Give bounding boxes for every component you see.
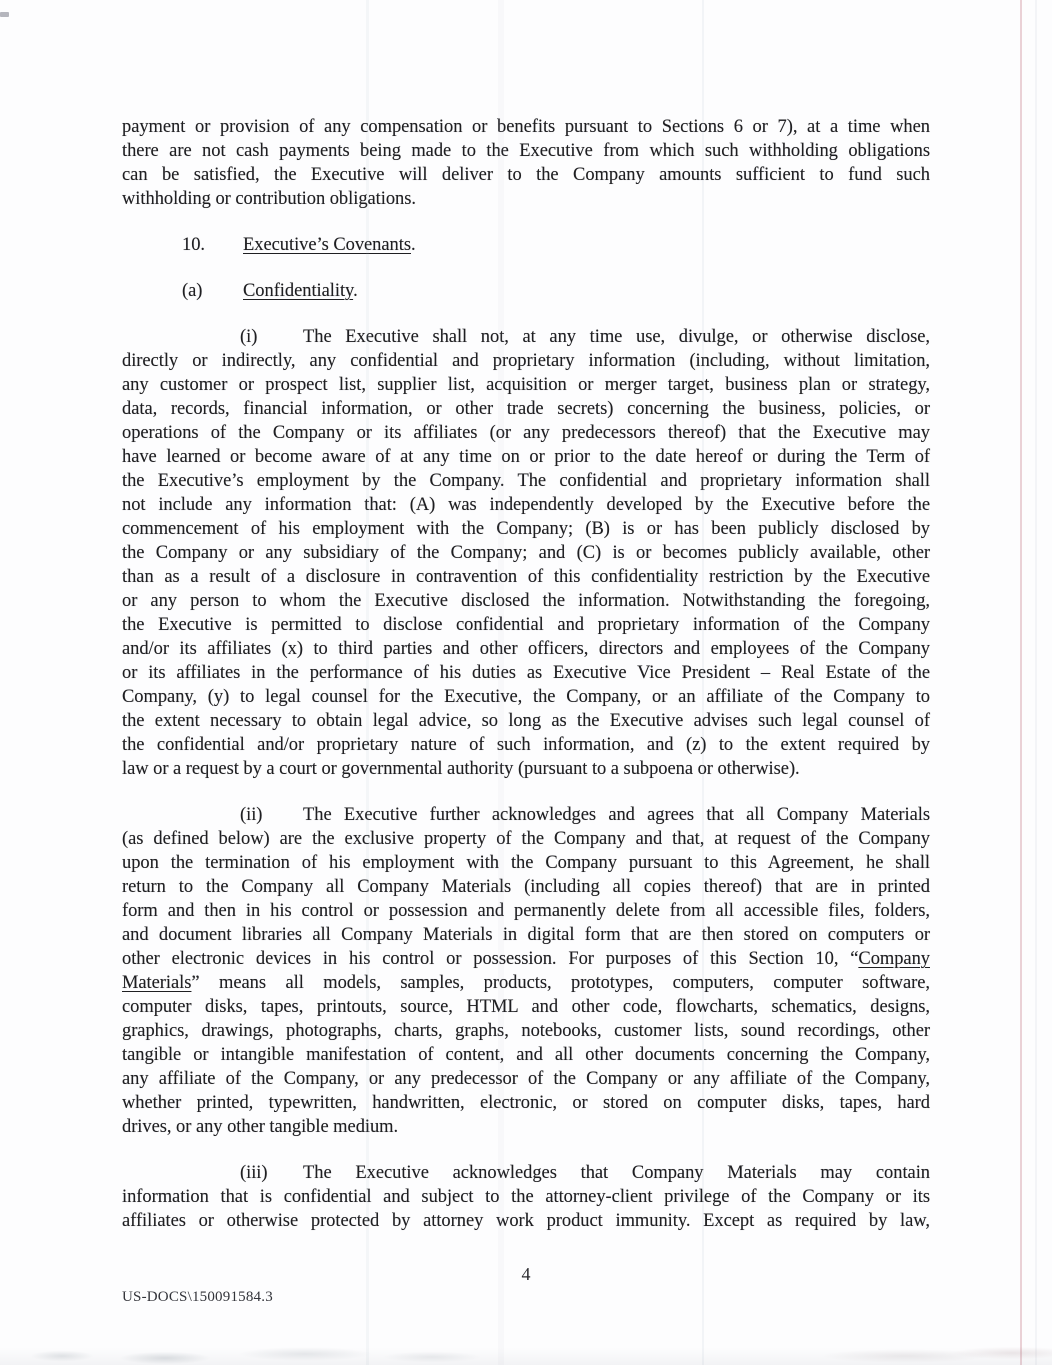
text-segment: any affiliate of the Company, or any predecessor of the Company or any affiliate of the Company,: [122, 1069, 930, 1089]
paragraph: [122, 1161, 930, 1233]
text-segment: tangible or intangible manifestation of content, and all other documents concerning the Company,: [122, 1045, 930, 1065]
heading-line: [122, 279, 930, 303]
clause-number: (iii): [240, 1163, 268, 1183]
text-segment: The Executive shall not, at any time use, divulge, or otherwise disclose,: [303, 327, 930, 347]
text-line: [122, 851, 930, 875]
text-segment: can be satisfied, the Executive will deliver to the Company amounts sufficient to fund such: [122, 165, 930, 185]
text-line: [122, 397, 930, 421]
section-number: (a): [182, 281, 203, 301]
text-segment: than as a result of a disclosure in contravention of this confidentiality restriction by the Executive: [122, 567, 930, 587]
text-line: [122, 493, 930, 517]
text-line: [122, 827, 930, 851]
text-line: [122, 1067, 930, 1091]
text-line: [122, 1185, 930, 1209]
text-line: [122, 685, 930, 709]
text-segment: or its affiliates in the performance of his duties as Executive Vice President – Real Estate of the: [122, 663, 930, 683]
section-title: Executive’s Covenants: [243, 235, 411, 255]
text-line: [122, 541, 930, 565]
text-segment: graphics, drawings, photographs, charts, graphs, notebooks, customer lists, sound recordings, other: [122, 1021, 930, 1041]
text-segment: whether printed, typewritten, handwritten, electronic, or stored on computer disks, tapes, hard: [122, 1093, 930, 1113]
defined-term: Company: [858, 949, 930, 969]
text-line: [122, 875, 930, 899]
section-title: Confidentiality: [243, 281, 354, 301]
section-title-suffix: .: [410, 235, 416, 255]
text-segment: form and then in his control or possession and permanently delete from all accessible files, folders,: [122, 901, 930, 921]
text-segment: affiliates or otherwise protected by attorney work product immunity. Except as required by law,: [122, 1211, 930, 1231]
text-line: [122, 709, 930, 733]
text-segment: and/or its affiliates (x) to third parties and other officers, directors and employees of the Company: [122, 639, 930, 659]
text-line: [122, 589, 930, 613]
text-segment: ” means all models, samples, products, prototypes, computers, computer software,: [191, 973, 930, 993]
text-line: [122, 971, 930, 995]
text-line: [122, 803, 930, 827]
text-segment: drives, or any other tangible medium.: [122, 1117, 399, 1137]
text-segment: the confidential and/or proprietary nature of such information, and (z) to the extent required by: [122, 735, 930, 755]
text-segment: other electronic devices in his control or possession. For purposes of this Section 10, “: [122, 949, 859, 969]
text-line: [122, 349, 930, 373]
text-line: [122, 923, 930, 947]
text-segment: information that is confidential and subject to the attorney-client privilege of the Company or its: [122, 1187, 930, 1207]
text-line: [122, 187, 930, 211]
text-segment: commencement of his employment with the Company; (B) is or has been publicly disclosed by: [122, 519, 930, 539]
text-line: [122, 637, 930, 661]
text-segment: law or a request by a court or governmental authority (pursuant to a subpoena or otherwise).: [122, 759, 800, 779]
text-line: [122, 1019, 930, 1043]
text-segment: and document libraries all Company Materials in digital form that are then stored on computers or: [122, 925, 930, 945]
text-line: [122, 421, 930, 445]
text-segment: data, records, financial information, or other trade secrets) concerning the business, policies, or: [122, 399, 930, 419]
text-segment: any customer or prospect list, supplier list, acquisition or merger target, business plan or strategy,: [122, 375, 930, 395]
text-line: [122, 613, 930, 637]
text-segment: return to the Company all Company Materials (including all copies thereof) that are in printed: [122, 877, 930, 897]
text-segment: operations of the Company or its affiliates (or any predecessors thereof) that the Executive may: [122, 423, 930, 443]
text-line: [122, 517, 930, 541]
text-line: [122, 1043, 930, 1067]
text-segment: The Executive further acknowledges and agrees that all Company Materials: [303, 805, 930, 825]
text-line: [122, 163, 930, 187]
text-segment: the extent necessary to obtain legal advice, so long as the Executive advises such legal counsel of: [122, 711, 930, 731]
text-segment: the Executive’s employment by the Company. The confidential and proprietary information shall: [122, 471, 930, 491]
heading-line: [122, 233, 930, 257]
text-line: [122, 661, 930, 685]
text-line: [122, 139, 930, 163]
paragraph: [122, 803, 930, 1139]
text-segment: have learned or become aware of at any time on or prior to the date hereof or during the Term of: [122, 447, 930, 467]
text-segment: the Executive is permitted to disclose confidential and proprietary information of the Company: [122, 615, 930, 635]
text-segment: not include any information that: (A) was independently developed by the Executive before the: [122, 495, 930, 515]
section-number: 10.: [182, 235, 205, 255]
text-line: [122, 469, 930, 493]
text-segment: (as defined below) are the exclusive property of the Company and that, at request of the Company: [122, 829, 930, 849]
paragraph: [122, 115, 930, 211]
text-segment: computer disks, tapes, printouts, source, HTML and other code, flowcharts, schematics, designs,: [122, 997, 930, 1017]
defined-term: Materials: [122, 973, 192, 993]
clause-number: (i): [240, 327, 258, 347]
text-line: [122, 899, 930, 923]
text-line: [122, 373, 930, 397]
paragraph: [122, 325, 930, 781]
page-number: 4: [521, 1264, 531, 1284]
text-line: [122, 947, 930, 971]
text-segment: Company, (y) to legal counsel for the Executive, the Company, or an affiliate of the Company to: [122, 687, 930, 707]
text-line: [122, 995, 930, 1019]
text-line: [122, 1161, 930, 1185]
text-line: [122, 1209, 930, 1233]
text-line: [122, 1115, 930, 1139]
text-segment: The Executive acknowledges that Company Materials may contain: [303, 1163, 930, 1183]
section-heading: [122, 233, 930, 257]
text-line: [122, 325, 930, 349]
text-segment: the Company or any subsidiary of the Company; and (C) is or becomes publicly available, other: [122, 543, 930, 563]
text-line: [122, 757, 930, 781]
document-control-number: US-DOCS\150091584.3: [122, 1289, 273, 1305]
text-segment: there are not cash payments being made to the Executive from which such withholding obligations: [122, 141, 930, 161]
text-line: [122, 565, 930, 589]
section-title-suffix: .: [353, 281, 358, 301]
text-segment: upon the termination of his employment with the Company pursuant to this Agreement, he shall: [122, 853, 930, 873]
text-line: [122, 445, 930, 469]
text-line: [122, 733, 930, 757]
clause-number: (ii): [240, 805, 263, 825]
section-heading: [122, 279, 930, 303]
document-body: [122, 115, 930, 1233]
text-segment: withholding or contribution obligations.: [122, 189, 416, 209]
text-line: [122, 1091, 930, 1115]
text-segment: or any person to whom the Executive disclosed the information. Notwithstanding the foregoing,: [122, 591, 930, 611]
text-line: [122, 115, 930, 139]
text-segment: payment or provision of any compensation or benefits pursuant to Sections 6 or 7), at a time when: [122, 117, 930, 137]
text-segment: directly or indirectly, any confidential and proprietary information (including, without limitation,: [122, 351, 930, 371]
